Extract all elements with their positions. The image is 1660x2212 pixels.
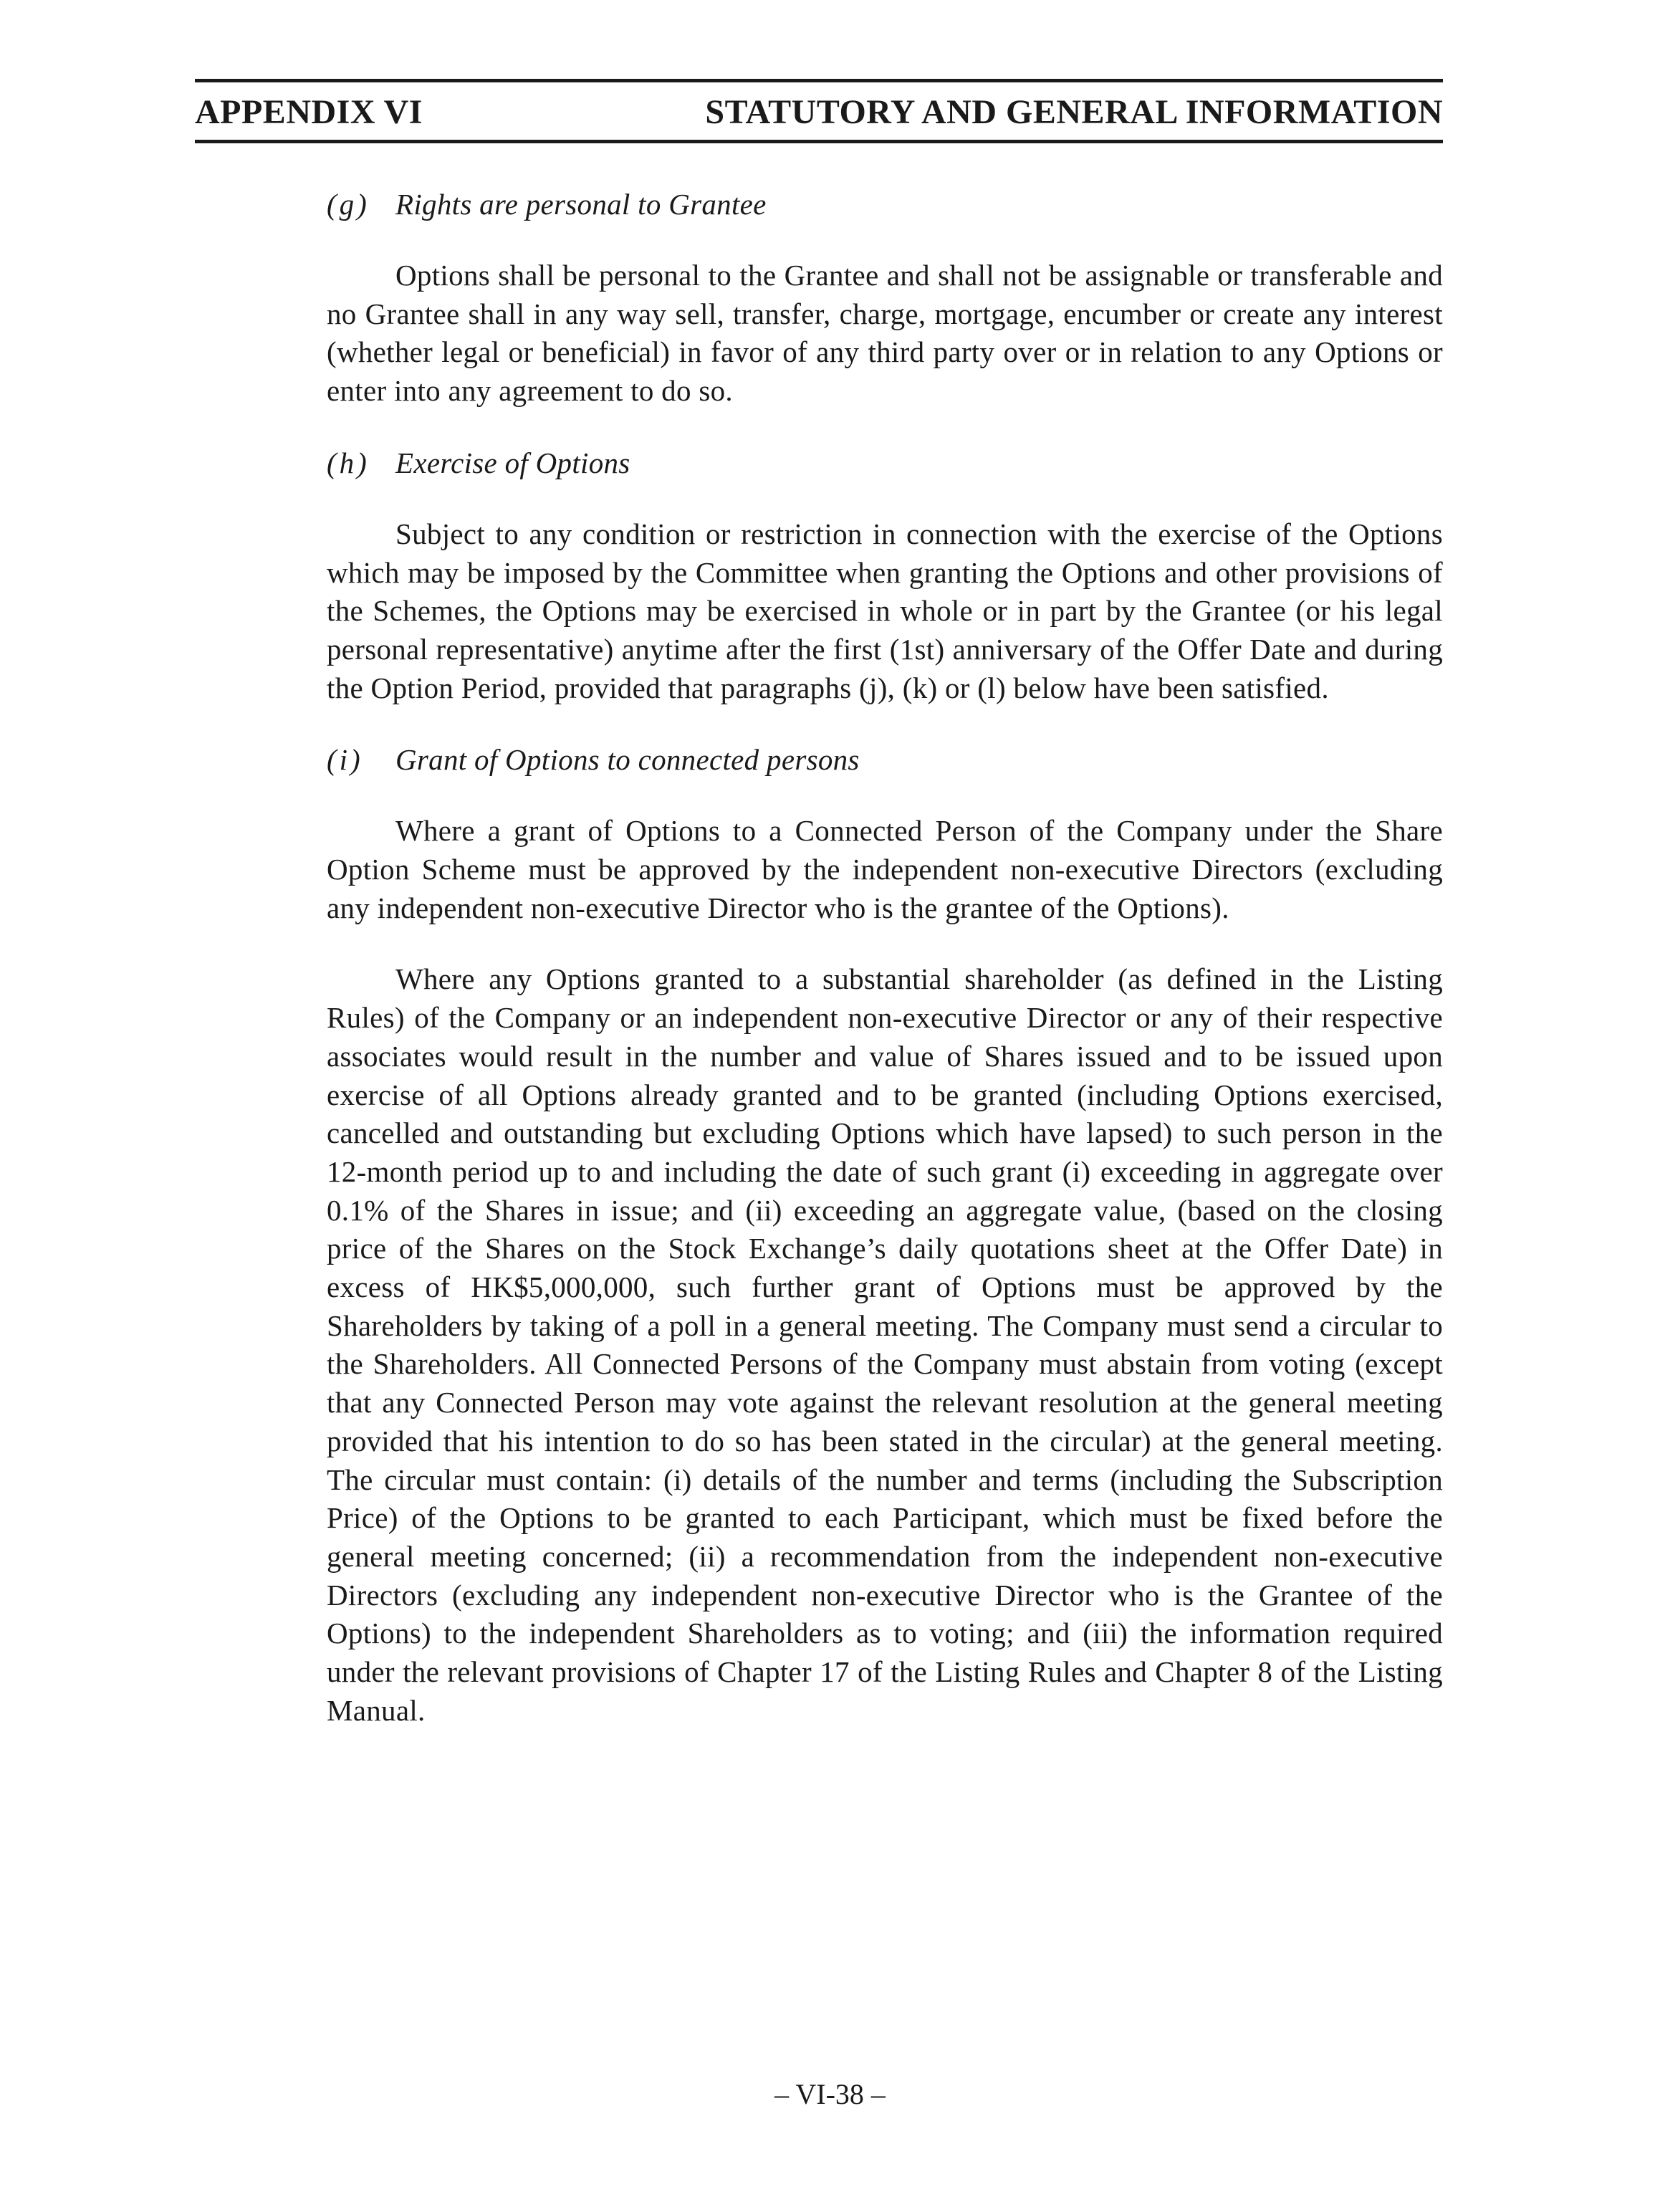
paragraph: Where any Options granted to a substantial shareholder (as defined in the Listing Rules) of the Company or an independent non-executive Director or any of their respective associates would result in the number and value of Shares issued and to be issued upon exercise of all Options already granted and to be granted (including Options exercised, cancelled and outstanding but excluding Options which have lapsed) to such person in the 12-month period up to and including the date of such grant (i) exceeding in aggregate over 0.1% of the Shares in issue; and (ii) exceeding an aggregate value, (based on the closing price of the Shares on the Stock Exchange’s daily quotations sheet at the Offer Date) in excess of HK$5,000,000, such further grant of Options must be approved by the Shareholders by taking of a poll in a general meeting. The Company must send a circular to the Shareholders. All Connected Persons of the Company must abstain from voting (except that any Connected Person may vote against the relevant resolution at the general meeting provided that his intention to do so has been stated in the circular) at the general meeting. The circular must contain: (i) details of the number and terms (including the Subscription Price) of the Options to be granted to each Participant, which must be fixed before the general meeting concerned; (ii) a recommendation from the independent non-executive Directors (excluding any independent non-executive Director who is the Grantee of the Options) to the independent Shareholders as to voting; and (iii) the information required under the relevant provisions of Chapter 17 of the Listing Rules and Chapter 8 of the Listing Manual. (327, 962, 1443, 1727)
page-header (195, 79, 1443, 143)
page-body (327, 185, 1443, 1763)
section-label: (g) (327, 188, 370, 221)
paragraph: Options shall be personal to the Grantee and shall not be assignable or transferable and no Grantee shall in any way sell, transfer, charge, mortgage, encumber or create any interest (whether legal or beneficial) in favor of any third party over or in relation to any Options or enter into any agreement to do so. (327, 259, 1443, 408)
header-section-title: STATUTORY AND GENERAL INFORMATION (705, 93, 1443, 131)
section-title: Grant of Options to connected persons (395, 743, 860, 777)
section-title: Rights are personal to Grantee (395, 188, 767, 221)
section-heading-i (327, 740, 1443, 779)
section-label: (i) (327, 743, 363, 777)
paragraph: Subject to any condition or restriction in connection with the exercise of the Options which may be imposed by the Committee when granting the Options and other provisions of the Schemes, the Options may be exercised in whole or in part by the Grantee (or his legal personal representative) anytime after the first (1st) anniversary of the Offer Date and during the Option Period, provided that paragraphs (j), (k) or (l) below have been satisfied. (327, 517, 1443, 704)
page-number: – VI-38 – (774, 2078, 886, 2110)
section-title: Exercise of Options (395, 446, 630, 479)
section-label: (h) (327, 446, 370, 479)
section-heading-h (327, 444, 1443, 482)
section-heading-g (327, 185, 1443, 224)
appendix-label: APPENDIX VI (195, 93, 423, 131)
paragraph: Where a grant of Options to a Connected Person of the Company under the Share Option Scheme must be approved by the independent non-executive Directors (excluding any independent non-executive Director who is the grantee of the Options). (327, 814, 1443, 924)
